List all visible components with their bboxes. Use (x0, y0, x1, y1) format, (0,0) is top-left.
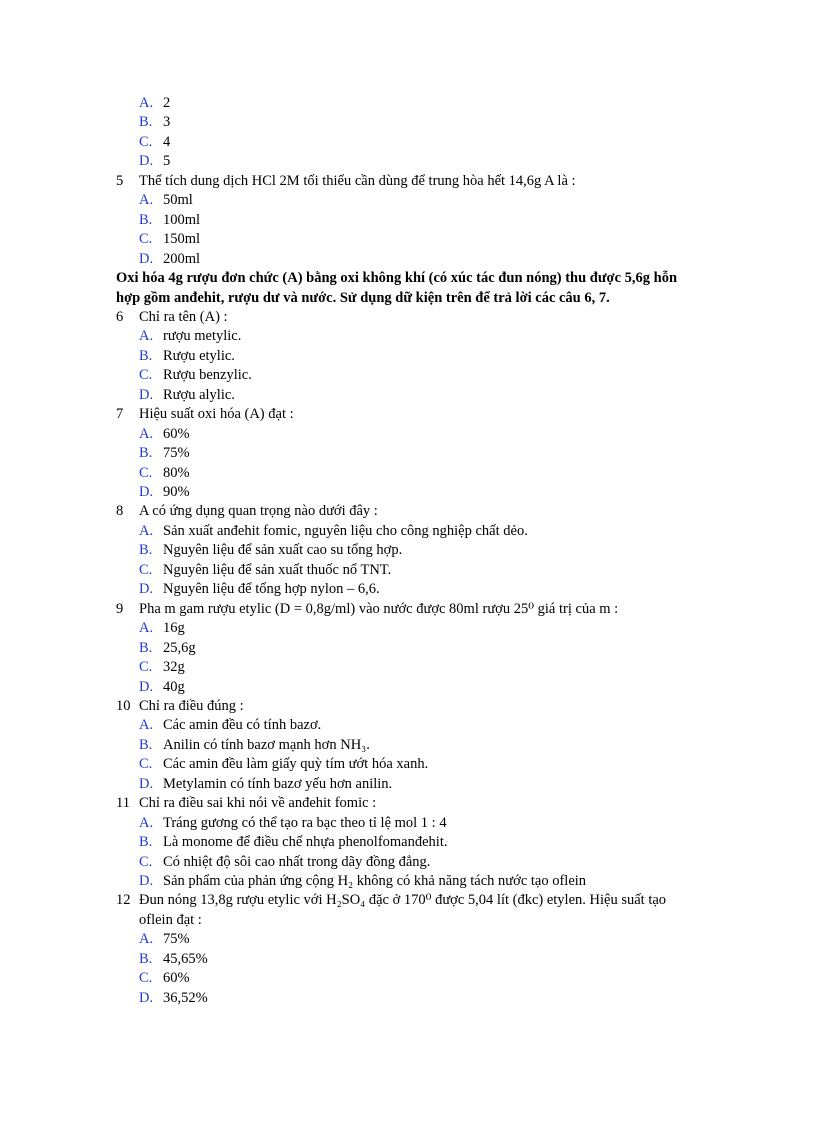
question-continuation: oflein đạt : (139, 911, 202, 928)
option-letter: D. (139, 484, 154, 500)
option-text: 60% (163, 425, 190, 442)
answer-option (139, 639, 196, 658)
option-letter: C. (139, 561, 153, 578)
option-text: 32g (163, 659, 185, 676)
option-text: Metylamin có tính bazơ yếu hơn anilin. (163, 775, 393, 792)
question (116, 405, 294, 424)
option-letter: D. (139, 989, 154, 1006)
option-letter: A. (139, 814, 154, 831)
option-letter: B. (139, 114, 153, 131)
option-letter: A. (139, 425, 154, 442)
answer-option (139, 522, 528, 541)
answer-option (139, 775, 392, 794)
option-letter: A. (139, 717, 154, 734)
answer-option (139, 580, 380, 599)
question-number: 8 (116, 503, 124, 520)
option-letter: C. (139, 367, 153, 384)
question (116, 794, 376, 813)
answer-option (139, 989, 208, 1008)
option-text: 36,52% (163, 989, 208, 1006)
option-letter: D. (139, 153, 154, 170)
option-letter: C. (139, 464, 153, 481)
option-letter: C. (139, 133, 153, 150)
question-text: Chỉ ra điều sai khi nói về anđehit fomic : (139, 795, 377, 812)
option-letter: B. (139, 445, 153, 462)
question (116, 172, 576, 191)
answer-option (139, 133, 170, 152)
option-letter: B. (139, 736, 153, 753)
option-text: Rượu alylic. (163, 386, 235, 403)
option-letter: B. (139, 347, 153, 364)
question-text: Chỉ ra tên (A) : (139, 308, 228, 325)
answer-option (139, 541, 402, 560)
option-text: rượu metylic. (163, 328, 242, 345)
question (116, 697, 244, 716)
option-text: 45,65% (163, 950, 208, 967)
question-number: 12 (116, 892, 131, 909)
answer-option (139, 425, 190, 444)
answer-option (139, 250, 200, 269)
answer-option (139, 872, 586, 891)
option-text: 100ml (163, 211, 201, 228)
option-text: Rượu benzylic. (163, 367, 252, 384)
answer-option (139, 814, 447, 833)
option-text: Rượu etylic. (163, 347, 235, 364)
answer-option (139, 230, 200, 249)
answer-option (139, 483, 190, 502)
answer-option (139, 561, 391, 580)
option-text: Là monome để điều chế nhựa phenolfomanđehit. (163, 834, 448, 851)
answer-option (139, 833, 447, 852)
option-text: 75% (163, 931, 190, 948)
option-letter: C. (139, 659, 153, 676)
answer-option (139, 347, 235, 366)
option-letter: C. (139, 970, 153, 987)
question-number: 7 (116, 406, 124, 423)
answer-option (139, 755, 428, 774)
answer-option (139, 444, 190, 463)
answer-option (139, 716, 321, 735)
problem-statement: Oxi hóa 4g rượu đơn chức (A) bằng oxi không khí (có xúc tác đun nóng) thu được 5,6g hỗn (116, 270, 678, 287)
answer-option (139, 366, 252, 385)
option-letter: A. (139, 192, 154, 209)
option-letter: A. (139, 931, 154, 948)
option-text: Sản phẩm của phản ứng cộng H₂ không có khả năng tách nước tạo oflein (163, 873, 587, 889)
answer-option (139, 113, 170, 132)
option-letter: B. (139, 211, 153, 228)
answer-option (139, 386, 235, 405)
option-text: 90% (163, 484, 190, 500)
question-text: Chỉ ra điều đúng : (139, 697, 244, 714)
question-number: 9 (116, 600, 124, 617)
option-letter: D. (139, 678, 154, 695)
option-text: Sản xuất anđehit fomic, nguyên liệu cho công nghiệp chất dẻo. (163, 522, 528, 539)
question (116, 891, 666, 910)
question-number: 11 (116, 795, 130, 812)
option-text: 200ml (163, 250, 201, 267)
question-number: 10 (116, 697, 131, 714)
question (116, 600, 618, 619)
option-text: 50ml (163, 192, 193, 209)
option-letter: D. (139, 386, 154, 403)
answer-option (139, 464, 190, 483)
question-text: A có ứng dụng quan trọng nào dưới đây : (139, 503, 378, 520)
option-text: Nguyên liệu để sản xuất cao su tổng hợp. (163, 542, 403, 559)
answer-option (139, 969, 190, 988)
answer-option (139, 191, 193, 210)
option-letter: C. (139, 853, 153, 870)
option-text: 5 (163, 153, 171, 170)
option-text: Nguyên liệu để tổng hợp nylon – 6,6. (163, 581, 380, 598)
question (116, 502, 378, 521)
option-text: 16g (163, 620, 185, 637)
option-letter: D. (139, 581, 154, 598)
answer-option (139, 94, 170, 113)
option-letter: A. (139, 328, 154, 345)
option-text: Có nhiệt độ sôi cao nhất trong dãy đồng đẳng. (163, 853, 431, 870)
problem-statement: hợp gồm anđehit, rượu dư và nước. Sử dụng dữ kiện trên để trả lời các câu 6, 7. (116, 289, 610, 306)
option-letter: C. (139, 756, 153, 773)
option-text: 60% (163, 970, 190, 987)
option-text: Anilin có tính bazơ mạnh hơn NH₃. (163, 736, 370, 753)
option-letter: D. (139, 250, 154, 267)
option-letter: C. (139, 231, 153, 248)
answer-option (139, 736, 370, 755)
option-text: 3 (163, 114, 171, 131)
option-text: 4 (163, 133, 171, 150)
question-number: 6 (116, 308, 124, 325)
option-text: 80% (163, 464, 190, 481)
answer-option (139, 152, 170, 171)
answer-option (139, 658, 185, 677)
answer-option (139, 678, 185, 697)
option-letter: B. (139, 950, 153, 967)
option-text: 75% (163, 445, 190, 462)
answer-option (139, 950, 208, 969)
option-text: Các amin đều làm giấy quỳ tím ướt hóa xanh. (163, 756, 429, 773)
question-text: Pha m gam rượu etylic (D = 0,8g/ml) vào nước được 80ml rượu 25⁰ giá trị của m : (139, 600, 619, 617)
option-text: Tráng gương có thể tạo ra bạc theo tỉ lệ mol 1 : 4 (163, 814, 447, 831)
answer-option (139, 930, 190, 949)
option-letter: B. (139, 834, 153, 851)
question-text: Đun nóng 13,8g rượu etylic với H₂SO₄ đặc ở 170⁰ được 5,04 lít (đkc) etylen. Hiệu suất tạo (139, 892, 667, 909)
option-letter: D. (139, 873, 154, 889)
option-text: 40g (163, 678, 185, 695)
option-letter: D. (139, 775, 154, 792)
question-number: 5 (116, 172, 124, 189)
answer-option (139, 619, 185, 638)
answer-option (139, 327, 241, 346)
question (116, 308, 228, 327)
option-letter: A. (139, 522, 154, 539)
option-text: Nguyên liệu để sản xuất thuốc nổ TNT. (163, 561, 392, 578)
option-letter: B. (139, 542, 153, 559)
question-text: Thể tích dung dịch HCl 2M tối thiểu cần dùng để trung hòa hết 14,6g A là : (139, 172, 576, 189)
option-letter: A. (139, 95, 154, 111)
answer-option (139, 211, 200, 230)
option-text: 2 (163, 95, 171, 111)
question-text: Hiệu suất oxi hóa (A) đạt : (139, 406, 294, 423)
option-letter: B. (139, 639, 153, 656)
option-text: 25,6g (163, 639, 196, 656)
option-text: Các amin đều có tính bazơ. (163, 717, 322, 734)
option-text: 150ml (163, 231, 201, 248)
answer-option (139, 853, 430, 872)
option-letter: A. (139, 620, 154, 637)
